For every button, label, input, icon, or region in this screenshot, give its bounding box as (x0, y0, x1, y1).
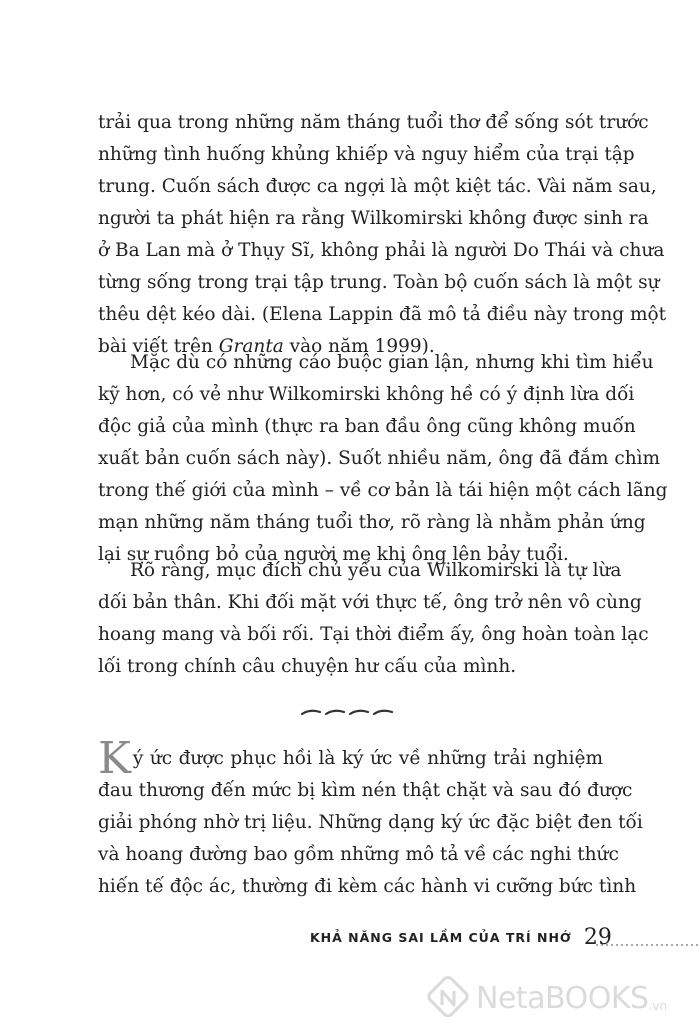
text-line: lại sự ruồng bỏ của người mẹ khi ông lên bảy tuổi. (98, 544, 569, 565)
running-title: KHẢ NĂNG SAI LẦM CỦA TRÍ NHỚ (310, 929, 572, 945)
text-line: mạn những năm tháng tuổi thơ, rõ ràng là nhằm phản ứng (98, 512, 646, 533)
italic-title: Granta (218, 336, 284, 357)
text-line: dối bản thân. Khi đối mặt với thực tế, ông trở nên vô cùng (98, 592, 642, 613)
text-line: những tình huống khủng khiếp và nguy hiểm của trại tập (98, 144, 635, 165)
watermark-suffix: .vn (648, 999, 668, 1013)
text-line: kỹ hơn, có vẻ như Wilkomirski không hề có ý định lừa dối (98, 384, 635, 405)
text-segment: bài viết trên (98, 336, 219, 357)
text-line: người ta phát hiện ra rằng Wilkomirski không được sinh ra (98, 208, 649, 229)
drop-cap: K (98, 733, 131, 784)
text-line: lối trong chính câu chuyện hư cấu của mình. (98, 656, 517, 677)
text-line: và hoang đường bao gồm những mô tả về các nghi thức (98, 844, 619, 865)
text-line: thêu dệt kéo dài. (Elena Lappin đã mô tả điều này trong một (98, 304, 667, 325)
section-break-ornament (290, 700, 410, 720)
text-line: ở Ba Lan mà ở Thụy Sĩ, không phải là người Do Thái và chưa (98, 240, 665, 261)
netabooks-logo-icon (428, 978, 468, 1018)
paragraph-4 (98, 733, 643, 903)
text-line: đau thương đến mức bị kìm nén thật chặt và sau đó được (98, 780, 633, 801)
text-line: trung. Cuốn sách được ca ngợi là một kiệt tác. Vài năm sau, (98, 176, 657, 197)
paragraph-3 (98, 555, 649, 683)
text-line: giải phóng nhờ trị liệu. Những dạng ký ức đặc biệt đen tối (98, 812, 643, 833)
text-line: trong thế giới của mình – về cơ bản là tái hiện một cách lãng (98, 480, 668, 501)
text-line: từng sống trong trại tập trung. Toàn bộ cuốn sách là một sự (98, 272, 660, 293)
footer-dotted-rule (596, 944, 700, 946)
watermark-text: NetaBOOKS (476, 980, 649, 1016)
text-line: xuất bản cuốn sách này). Suốt nhiều năm, ông đã đắm chìm (98, 448, 661, 469)
text-line: hoang mang và bối rối. Tại thời điểm ấy, ông hoàn toàn lạc (98, 624, 649, 645)
page-footer (310, 922, 612, 952)
paragraph-2 (98, 347, 668, 571)
text-line (98, 733, 603, 784)
text-line: hiến tế độc ác, thường đi kèm các hành vi cưỡng bức tình (98, 876, 637, 897)
text-line: Mặc dù có những cáo buộc gian lận, nhưng khi tìm hiểu (130, 352, 654, 373)
publisher-watermark (428, 975, 667, 1021)
text-segment: ý ức được phục hồi là ký ức về những trải nghiệm (132, 748, 603, 769)
text-line: độc giả của mình (thực ra ban đầu ông cũng không muốn (98, 416, 636, 437)
text-segment: vào năm 1999). (283, 336, 435, 357)
page-number: 29 (583, 924, 612, 950)
text-line: Rõ ràng, mục đích chủ yếu của Wilkomirski là tự lừa (130, 560, 622, 581)
text-line: trải qua trong những năm tháng tuổi thơ để sống sót trước (98, 112, 649, 133)
